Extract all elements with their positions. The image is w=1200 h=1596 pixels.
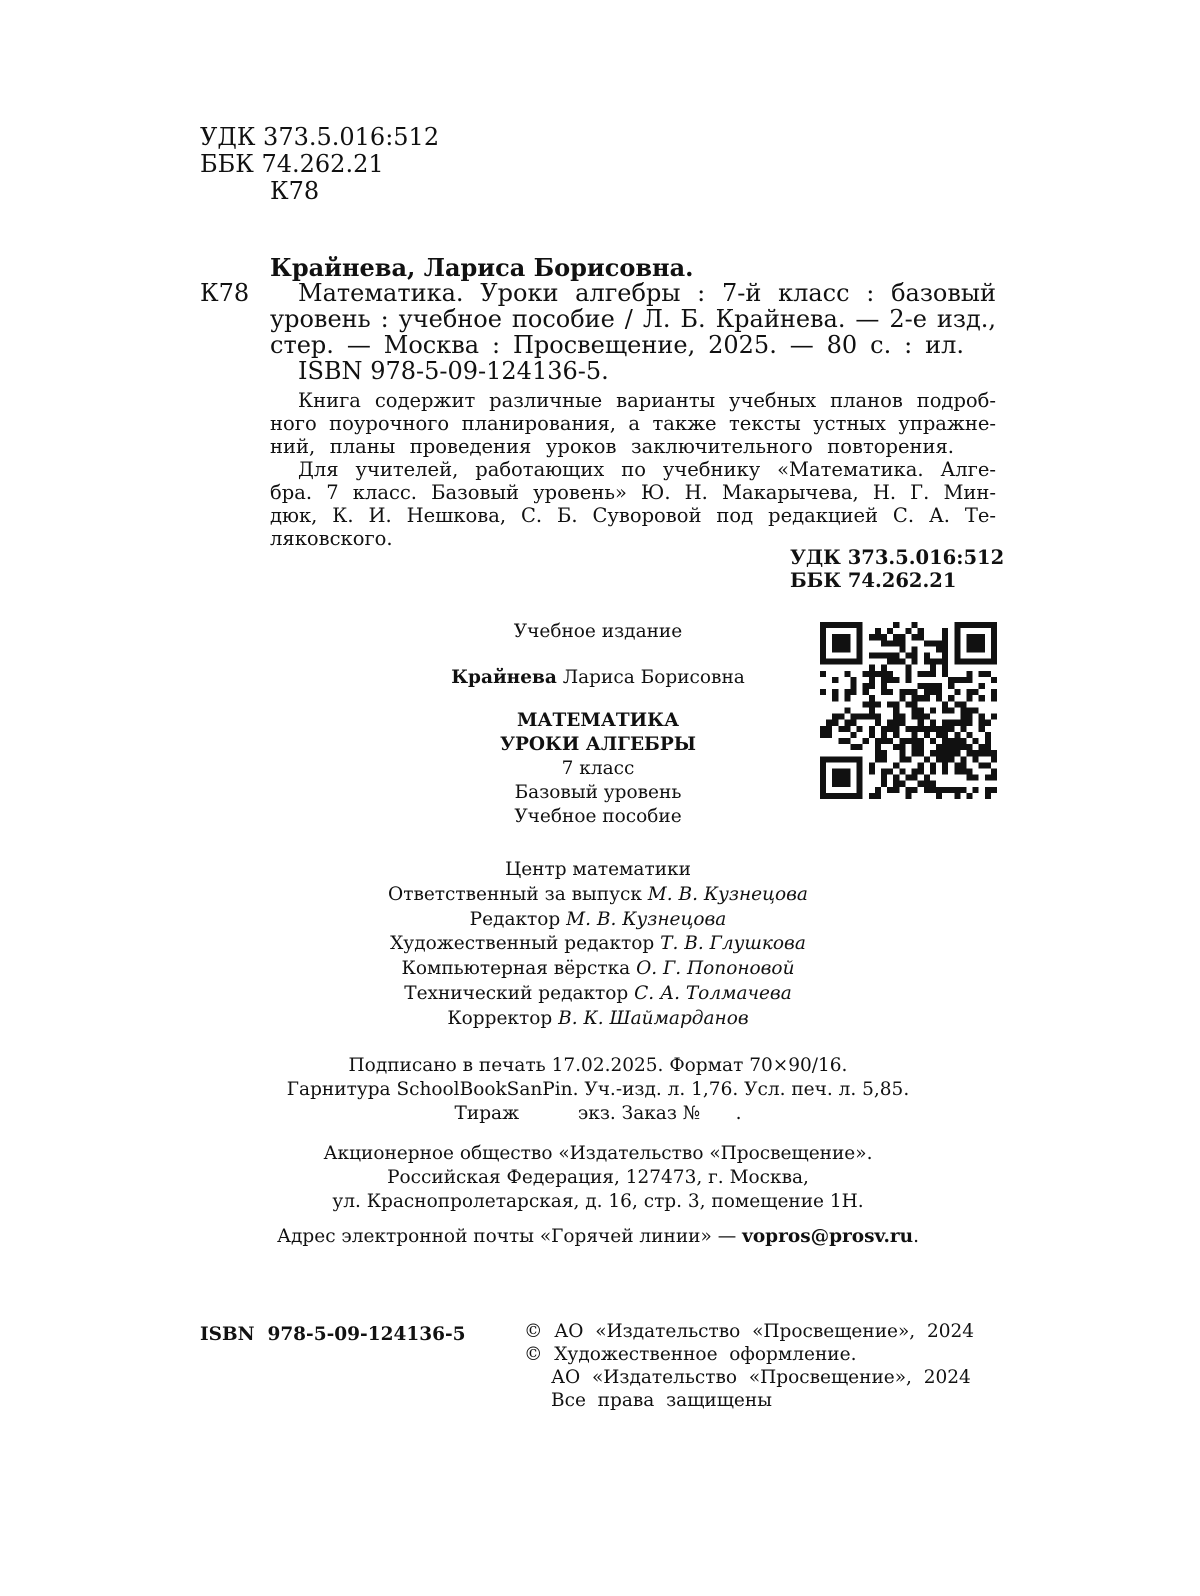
footer-isbn: ISBN 978-5-09-124136-5	[200, 1324, 466, 1345]
annotation-line-1: Книга содержит различные варианты учебных планов подроб-	[298, 389, 996, 412]
publisher-line: Российская Федерация, 127473, г. Москва,	[387, 1167, 809, 1188]
imprint-kind: Учебное пособие	[514, 806, 682, 827]
annotation-line-2: ного поурочного планирования, а также тексты устных упражне-	[270, 412, 996, 435]
imprint-author	[398, 666, 798, 690]
copyright-line-1: © АО «Издательство «Просвещение», 2024	[524, 1321, 975, 1342]
record-isbn: ISBN 978-5-09-124136-5.	[298, 357, 609, 385]
publisher-block	[248, 1142, 948, 1214]
credit-line: Компьютерная вёрстка О. Г. Попоновой	[401, 958, 795, 980]
copyright-line-3: АО «Издательство «Просвещение», 2024	[551, 1367, 971, 1388]
imprint-title-1: МАТЕМАТИКА	[516, 710, 680, 731]
record-code: К78	[200, 279, 250, 307]
email-link[interactable]: vopros@prosv.ru	[742, 1226, 914, 1247]
credit-line: Ответственный за выпуск М. В. Кузнецова	[388, 883, 808, 905]
qr-code-icon	[820, 622, 997, 799]
credit-line: Корректор В. К. Шаймарданов	[447, 1007, 749, 1029]
audience-line-3: дюк, К. И. Нешкова, С. Б. Суворовой под редакцией С. А. Те-	[270, 504, 996, 527]
imprint-grade: 7 класс	[561, 758, 635, 779]
record-line-3: стер. — Москва : Просвещение, 2025. — 80 с. : ил.	[270, 332, 964, 359]
print-line: Гарнитура SchoolBookSanPin. Уч.-изд. л. 1,76. Усл. печ. л. 5,85.	[286, 1079, 910, 1100]
record-bbk: ББК 74.262.21	[790, 569, 957, 592]
imprint-title-2: УРОКИ АЛГЕБРЫ	[499, 734, 697, 755]
audience-line-2: бра. 7 класс. Базовый уровень» Ю. Н. Макарычева, Н. Г. Мин-	[270, 481, 996, 504]
credit-line: Технический редактор С. А. Толмачева	[404, 982, 792, 1004]
edition-type: Учебное издание	[513, 621, 683, 642]
imprint-level: Базовый уровень	[514, 782, 682, 803]
record-line-2: уровень : учебное пособие / Л. Б. Крайнева. — 2-е изд.,	[270, 306, 996, 333]
bbk-code: ББК 74.262.21	[200, 150, 384, 178]
audience-line-4: ляковского.	[270, 527, 393, 550]
print-data-block	[248, 1054, 948, 1126]
publisher-line: Акционерное общество «Издательство «Просвещение».	[323, 1143, 873, 1164]
imprint-author-name: Лариса Борисовна	[556, 667, 745, 688]
record-author: Крайнева, Лариса Борисовна.	[270, 253, 694, 282]
record-line-1: Математика. Уроки алгебры : 7-й класс : базовый	[298, 280, 996, 307]
hotline-email: Адрес электронной почты «Горячей линии» — vopros@prosv.ru.	[277, 1226, 919, 1247]
udk-code: УДК 373.5.016:512	[200, 123, 440, 151]
copyright-line-4: Все права защищены	[551, 1390, 772, 1411]
print-line: Подписано в печать 17.02.2025. Формат 70×90/16.	[348, 1055, 848, 1076]
print-line: Тираж экз. Заказ № .	[454, 1103, 742, 1124]
credits-block	[298, 858, 898, 1032]
audience-line-1: Для учителей, работающих по учебнику «Математика. Алге-	[298, 458, 996, 481]
author-mark: К78	[270, 177, 320, 205]
credit-line: Центр математики	[505, 859, 691, 880]
imprint-author-surname: Крайнева	[451, 667, 557, 688]
publisher-line: ул. Краснопролетарская, д. 16, стр. 3, помещение 1Н.	[332, 1191, 864, 1212]
copyright-line-2: © Художественное оформление.	[524, 1344, 857, 1365]
imprint-title-block	[398, 620, 798, 829]
annotation-line-3: ний, планы проведения уроков заключительного повторения.	[270, 435, 954, 458]
record-udk: УДК 373.5.016:512	[790, 546, 1005, 569]
credit-line: Редактор М. В. Кузнецова	[469, 908, 727, 930]
credit-line: Художественный редактор Т. В. Глушкова	[390, 933, 806, 955]
